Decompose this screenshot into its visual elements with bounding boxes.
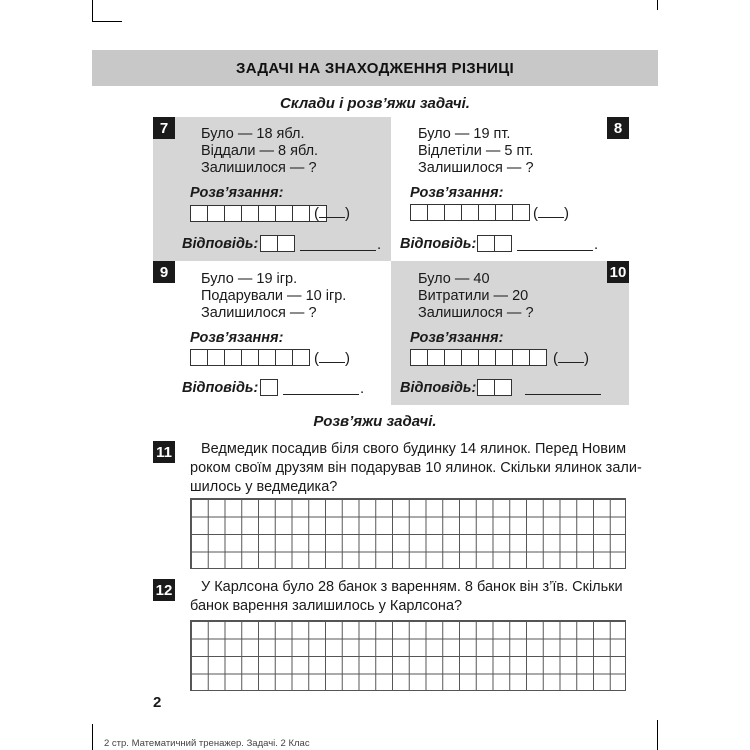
problem-8-text: Було — 19 пт. Відлетіли — 5 пт. Залишилося — ?: [418, 126, 534, 176]
crop-mark: [657, 0, 658, 10]
answer-label: Відповідь:: [400, 236, 477, 252]
crop-mark: [92, 21, 122, 22]
answer-dot: .: [594, 236, 599, 253]
problem-number-7: 7: [153, 117, 175, 139]
answer-grid[interactable]: [190, 498, 626, 569]
solution-cells[interactable]: [410, 349, 546, 366]
problem-number-8: 8: [607, 117, 629, 139]
answer-cells[interactable]: [477, 379, 511, 396]
solution-label: Розв’язання:: [190, 185, 284, 201]
section-header: [92, 50, 658, 86]
unit-blank[interactable]: ( ): [314, 205, 350, 222]
unit-blank[interactable]: ( ): [533, 205, 569, 222]
section-title: ЗАДАЧІ НА ЗНАХОДЖЕННЯ РІЗНИЦІ: [236, 59, 514, 77]
problem-9-text: Було — 19 ігр. Подарували — 10 ігр. Залишилося — ?: [201, 271, 347, 321]
compose-subtitle: Склади і розв’яжи задачі.: [280, 95, 470, 112]
problem-10-text: Було — 40 Витратили — 20 Залишилося — ?: [418, 271, 534, 321]
crop-mark: [657, 720, 658, 750]
solution-label: Розв’язання:: [410, 330, 504, 346]
solution-cells[interactable]: [190, 349, 309, 366]
answer-dot: .: [360, 380, 365, 397]
problem-7-text: Було — 18 ябл. Віддали — 8 ябл. Залишилося — ?: [201, 126, 319, 176]
answer-line[interactable]: [517, 236, 593, 251]
page-number: 2: [153, 694, 162, 711]
answer-cells[interactable]: [260, 379, 277, 396]
task-number-11: 11: [153, 441, 175, 463]
footer-text: 2 стр. Математичний тренажер. Задачі. 2 Клас: [104, 738, 310, 749]
answer-cells[interactable]: [477, 235, 511, 252]
answer-label: Відповідь:: [182, 380, 259, 396]
task-number-12: 12: [153, 579, 175, 601]
task-11-text: Ведмедик посадив біля свого будинку 14 ялинок. Перед Новим роком своїм друзям він подарував 10 ялинок. Скільки ялинок зали- шилось у ведмедика?: [190, 441, 642, 495]
crop-mark: [92, 724, 93, 750]
answer-grid[interactable]: [190, 620, 626, 691]
problem-number-9: 9: [153, 261, 175, 283]
solution-cells[interactable]: [410, 204, 529, 221]
answer-label: Відповідь:: [400, 380, 477, 396]
solution-label: Розв’язання:: [410, 185, 504, 201]
answer-cells[interactable]: [260, 235, 294, 252]
answer-line[interactable]: [300, 236, 376, 251]
task-12-text: У Карлсона було 28 банок з варенням. 8 банок він з’їв. Скільки банок варення залишилось у Карлсона?: [190, 579, 623, 614]
answer-label: Відповідь:: [182, 236, 259, 252]
solution-cells[interactable]: [190, 205, 326, 222]
crop-mark: [92, 0, 93, 22]
problem-number-10: 10: [607, 261, 629, 283]
unit-blank[interactable]: ( ): [553, 350, 589, 367]
answer-line[interactable]: [283, 380, 359, 395]
solve-subtitle: Розв’яжи задачі.: [313, 413, 437, 430]
answer-dot: .: [377, 236, 382, 253]
unit-blank[interactable]: ( ): [314, 350, 350, 367]
answer-line[interactable]: [525, 380, 601, 395]
solution-label: Розв’язання:: [190, 330, 284, 346]
